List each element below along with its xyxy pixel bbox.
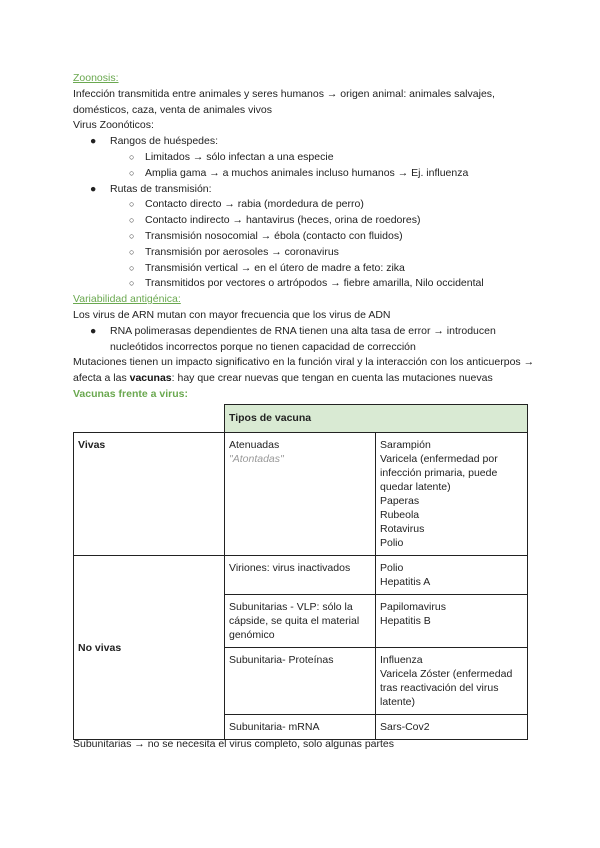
example-item: Varicela Zóster (enfermedad tras reactivación del virus latente) (380, 668, 513, 708)
no-vivas-examples-cell (376, 595, 528, 648)
no-vivas-examples-cell (376, 715, 528, 740)
no-vivas-type-cell: Subunitarias - VLP: sólo la cápside, se quita el material genómico (225, 595, 376, 648)
list-item (73, 276, 528, 292)
host-range-item: Limitados → sólo infectan a una especie (145, 150, 334, 163)
no-vivas-type-cell: Subunitaria- Proteínas (225, 648, 376, 715)
list-item (73, 182, 528, 198)
no-vivas-type-cell: Viriones: virus inactivados (225, 556, 376, 595)
vivas-type-note: "Atontadas" (229, 453, 284, 465)
list-item (73, 150, 528, 166)
route-item: Transmitidos por vectores o artrópodos → fiebre amarilla, Nilo occidental (145, 277, 484, 290)
mutations-text-1: Mutaciones tienen un impacto significativo en la función viral y la interacción con los anticuerpos → (73, 356, 535, 369)
no-vivas-examples-cell (376, 648, 528, 715)
route-item: Contacto indirecto → hantavirus (heces, orina de roedores) (145, 214, 421, 227)
variability-heading: Variabilidad antigénica: (73, 293, 181, 306)
notes-body (73, 71, 535, 403)
table-header: Tipos de vacuna (225, 405, 528, 433)
circle-bullet-icon: ○ (129, 246, 135, 257)
circle-bullet-icon: ○ (129, 262, 135, 273)
transmission-routes-label: Rutas de transmisión: (110, 182, 212, 195)
list-item-continuation (73, 340, 528, 356)
variability-text: Los virus de ARN mutan con mayor frecuencia que los virus de ADN (73, 308, 391, 321)
vaccine-types-table (73, 404, 528, 740)
table-row (74, 433, 528, 556)
example-item: Rubeola (380, 509, 420, 521)
mutations-text-pre: afecta a las (73, 372, 130, 385)
example-item: Hepatitis B (380, 615, 431, 627)
subunit-footnote: Subunitarias → no se necesita el virus completo, solo algunas partes (73, 738, 395, 750)
mutations-text-2 (73, 371, 528, 387)
polymerase-text-1: RNA polimerasas dependientes de RNA tienen una alta tasa de error → introducen (110, 324, 496, 337)
example-item: Rotavirus (380, 523, 425, 535)
bullet-icon: ● (90, 182, 97, 195)
circle-bullet-icon: ○ (129, 230, 135, 241)
no-vivas-examples-cell (376, 556, 528, 595)
list-item (73, 197, 528, 213)
mutations-text-post: : hay que crear nuevas que tengan en cuenta las mutaciones nuevas (171, 372, 493, 385)
example-item: Varicela (enfermedad por infección primaria, puede quedar latente) (380, 453, 498, 493)
example-item: Polio (380, 537, 404, 549)
list-item (73, 134, 528, 150)
route-item: Contacto directo → rabia (mordedura de perro) (145, 198, 364, 211)
host-range-item: Amplia gama → a muchos animales incluso humanos → Ej. influenza (145, 166, 469, 179)
vivas-label: Vivas (74, 433, 225, 556)
example-item: Hepatitis A (380, 576, 431, 588)
zoonotic-virus-label: Virus Zoonóticos: (73, 119, 154, 132)
example-item: Papilomavirus (380, 601, 446, 613)
example-item: Sars-Cov2 (380, 721, 430, 733)
example-item: Influenza (380, 654, 423, 666)
circle-bullet-icon: ○ (129, 278, 135, 289)
zoonosis-list (73, 134, 528, 292)
polymerase-text-2: nucleótidos incorrectos porque no tienen capacidad de corrección (110, 340, 416, 353)
circle-bullet-icon: ○ (129, 215, 135, 226)
route-item: Transmisión por aerosoles → coronavirus (145, 245, 339, 258)
route-item: Transmisión vertical → en el útero de madre a feto: zika (145, 261, 405, 274)
circle-bullet-icon: ○ (129, 151, 135, 162)
list-item (73, 213, 528, 229)
vivas-type: Atenuadas (229, 439, 280, 451)
list-item (73, 166, 528, 182)
list-item (73, 229, 528, 245)
no-vivas-type-cell: Subunitaria- mRNA (225, 715, 376, 740)
circle-bullet-icon: ○ (129, 167, 135, 178)
vaccines-heading: Vacunas frente a virus: (73, 387, 188, 400)
host-range-label: Rangos de huéspedes: (110, 135, 218, 148)
circle-bullet-icon: ○ (129, 199, 135, 210)
zoonosis-definition-2: domésticos, caza, venta de animales vivos (73, 103, 273, 116)
vivas-examples-cell (376, 433, 528, 556)
example-item: Sarampión (380, 439, 431, 451)
table-row (74, 405, 528, 433)
no-vivas-label: No vivas (74, 556, 225, 740)
table-row (74, 556, 528, 595)
zoonosis-heading: Zoonosis: (73, 72, 119, 84)
bullet-icon: ● (90, 324, 97, 337)
list-item (73, 245, 528, 261)
example-item: Polio (380, 562, 404, 574)
table-corner (74, 405, 225, 433)
example-item: Paperas (380, 495, 420, 507)
vaccines-bold: vacunas (129, 372, 172, 385)
route-item: Transmisión nosocomial → ébola (contacto con fluidos) (145, 229, 403, 242)
list-item (73, 261, 528, 277)
variability-list (73, 324, 528, 356)
zoonosis-definition-1: Infección transmitida entre animales y seres humanos → origen animal: animales salvajes, (73, 87, 495, 100)
vivas-type-cell (225, 433, 376, 556)
bullet-icon: ● (90, 135, 97, 148)
list-item (73, 324, 528, 340)
